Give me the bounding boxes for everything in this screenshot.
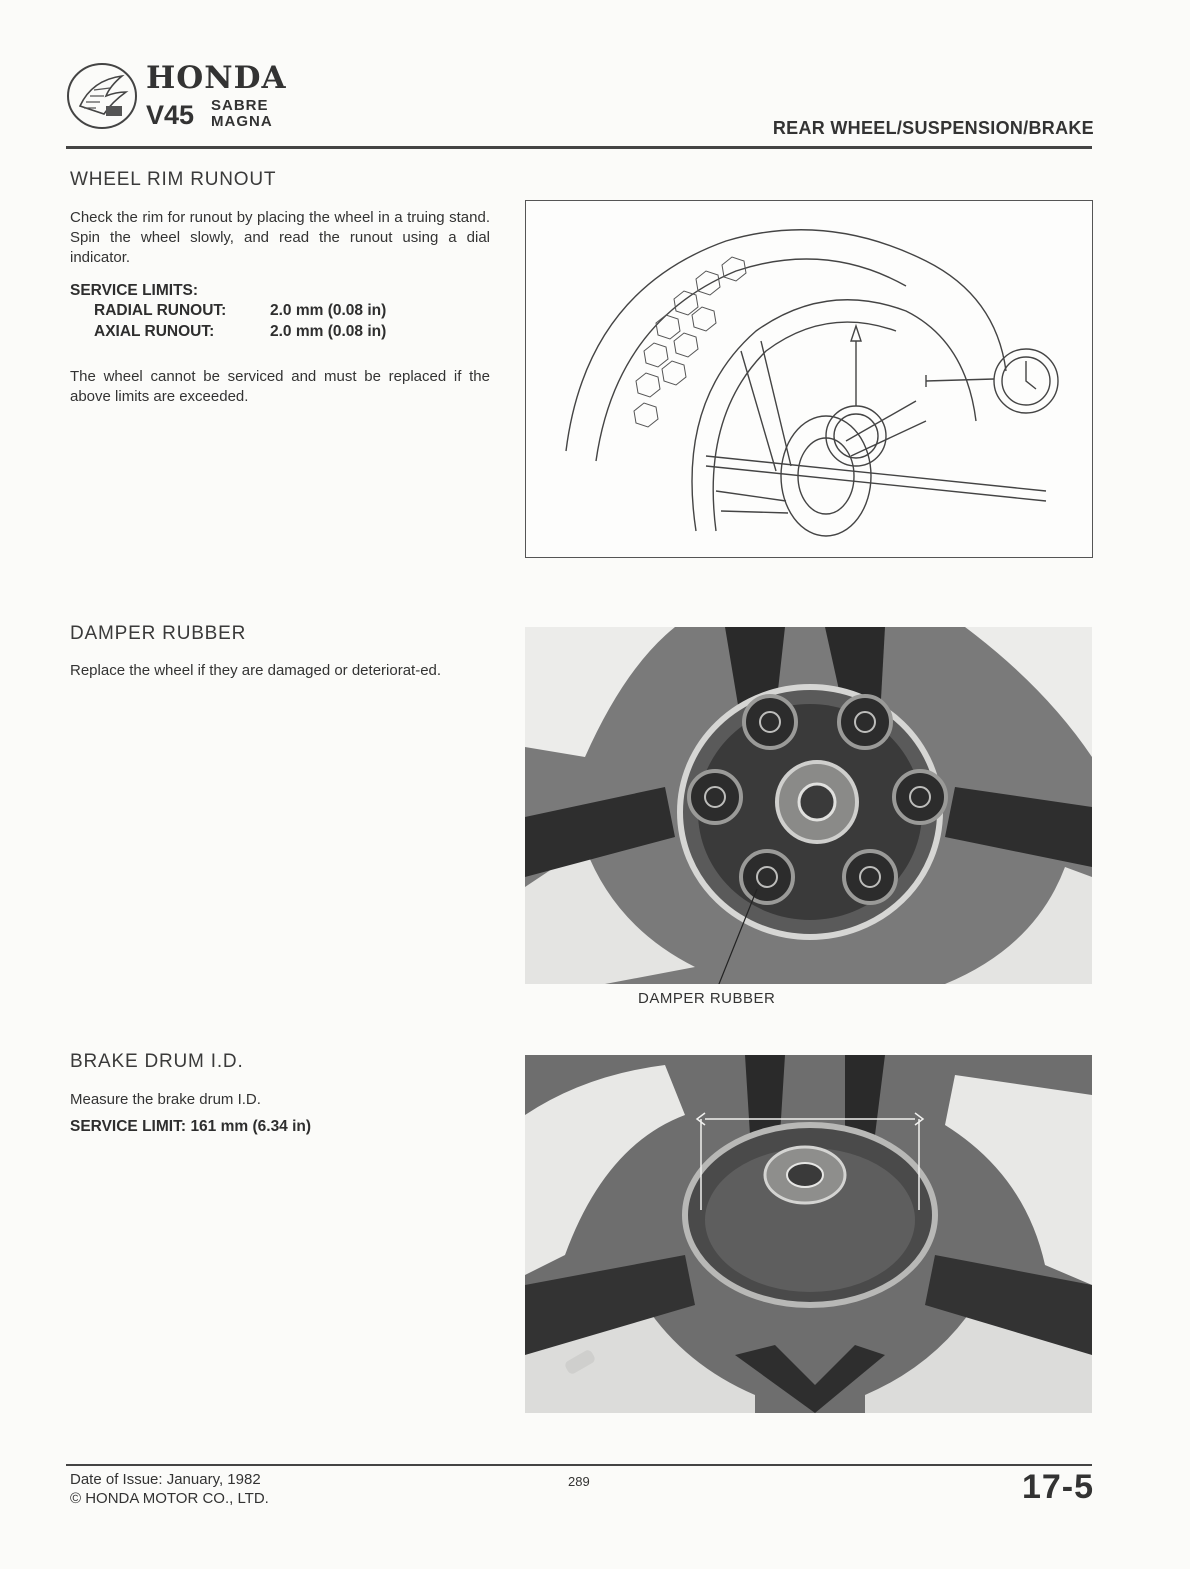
rim-runout-illustration (525, 200, 1093, 558)
brake-drum-photo (525, 1055, 1092, 1413)
brake-drum-image (525, 1055, 1092, 1413)
rim-runout-title: WHEEL RIM RUNOUT (70, 169, 277, 190)
radial-runout-row (70, 300, 386, 321)
wheel-dial-indicator-drawing (526, 201, 1091, 556)
section-heading: REAR WHEEL/SUSPENSION/BRAKE (772, 118, 1094, 138)
model-name: V45 (146, 100, 195, 130)
honda-wing-icon (66, 62, 138, 130)
damper-rubber-text: Replace the wheel if they are damaged or deteriorat-ed. (70, 662, 442, 679)
damper-rubber-photo (525, 627, 1092, 984)
brand-name: HONDA (146, 60, 287, 96)
axial-runout-label: AXIAL RUNOUT: (94, 323, 215, 340)
copyright: © HONDA MOTOR CO., LTD. (70, 1490, 269, 1507)
rim-runout-text: Check the rim for runout by placing the wheel in a truing stand. Spin the wheel slowly, and read the runout using a dial indicator. (70, 209, 490, 266)
wheel-hub-damper-image (525, 627, 1092, 984)
brake-drum-limit (70, 1118, 311, 1136)
header-divider (66, 146, 1092, 149)
brake-drum-title: BRAKE DRUM I.D. (70, 1051, 244, 1072)
axial-runout-row (70, 321, 386, 342)
damper-rubber-callout: DAMPER RUBBER (638, 990, 776, 1007)
damper-rubber-title: DAMPER RUBBER (70, 623, 247, 644)
model-variants (211, 98, 273, 130)
section-page-number: 17-5 (1021, 1468, 1094, 1506)
issue-date: Date of Issue: January, 1982 (70, 1471, 261, 1488)
page-number: 289 (568, 1474, 590, 1489)
brake-drum-limit-value: 161 mm (6.34 in) (190, 1118, 312, 1135)
model-variant-magna: MAGNA (211, 113, 273, 130)
radial-runout-label: RADIAL RUNOUT: (94, 302, 227, 319)
footer-issue-info (70, 1470, 269, 1508)
rim-runout-note: The wheel cannot be serviced and must be replaced if the above limits are exceeded. (70, 368, 490, 405)
footer-divider (66, 1464, 1092, 1466)
brake-drum-limit-label: SERVICE LIMIT: (70, 1118, 186, 1135)
brake-drum-text: Measure the brake drum I.D. (70, 1091, 261, 1108)
radial-runout-value: 2.0 mm (0.08 in) (270, 302, 387, 319)
service-limits-block (70, 282, 386, 342)
model-variant-sabre: SABRE (211, 97, 269, 114)
service-limits-label: SERVICE LIMITS: (70, 282, 199, 299)
axial-runout-value: 2.0 mm (0.08 in) (270, 323, 387, 340)
